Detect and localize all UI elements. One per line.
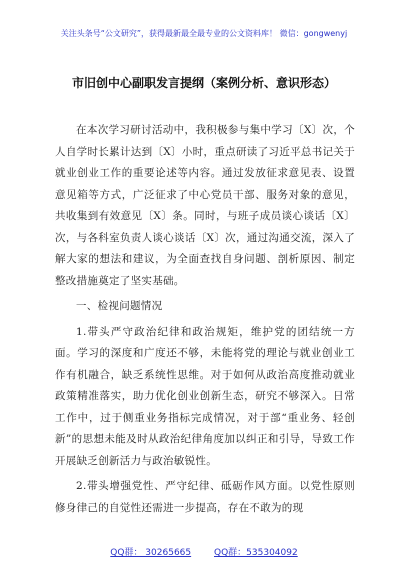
page-footer (0, 545, 408, 558)
document-body (55, 120, 355, 519)
paragraph-intro: 在本次学习研讨活动中，我积极参与集中学习〔X〕次，个人自学时长累计达到〔X〕小时，重点研读了习近平总书记关于就业创业工作的重要论述等内容。通过发放征求意见表、设置意见箱等方式，广泛征求了中心党员干部、服务对象的意见，共收集到有效意见〔X〕条。同时，与班子成员谈心谈话〔X〕次，与各科室负责人谈心谈话〔X〕次，通过沟通交流，深入了解大家的想法和建议，为全面查找自身问题、剖析原因、制定整改措施奠定了坚实基础。 (55, 124, 355, 287)
footer-qq-group-1[interactable]: QQ群： 30265665 (110, 548, 192, 558)
paragraph-item-1: 1.带头严守政治纪律和政治规矩，维护党的团结统一方面。学习的深度和广度还不够，未能将党的理论与就业创业工作有机融合，缺乏系统性思维。对于如何从政治高度推动就业政策精准落实，助力优化创业创新生态，研究不够深入。日常工作中，过于侧重业务指标完成情况，对于部“重业务、轻创新”的思想未能及时从政治纪律角度加以纠正和引导，导致工作开展缺乏创新活力与政治敏锐性。 (55, 325, 355, 467)
document-title: 市旧创中心副职发言提纲（案例分析、意识形态） (71, 76, 336, 90)
footer-qq-group-2[interactable]: QQ群：535304092 (214, 548, 298, 558)
page-header-banner: 关注头条号“公文研究”，获得最新最全最专业的公文资料库！ 微信：gongwenyj (60, 29, 348, 38)
section-heading: 一、检视问题情况 (76, 300, 163, 312)
paragraph-item-2: 2.带头增强党性、严守纪律、砥砺作风方面。以党性原则修身律己的自觉性还需进一步提高，存在不敢为的现 (55, 480, 355, 514)
